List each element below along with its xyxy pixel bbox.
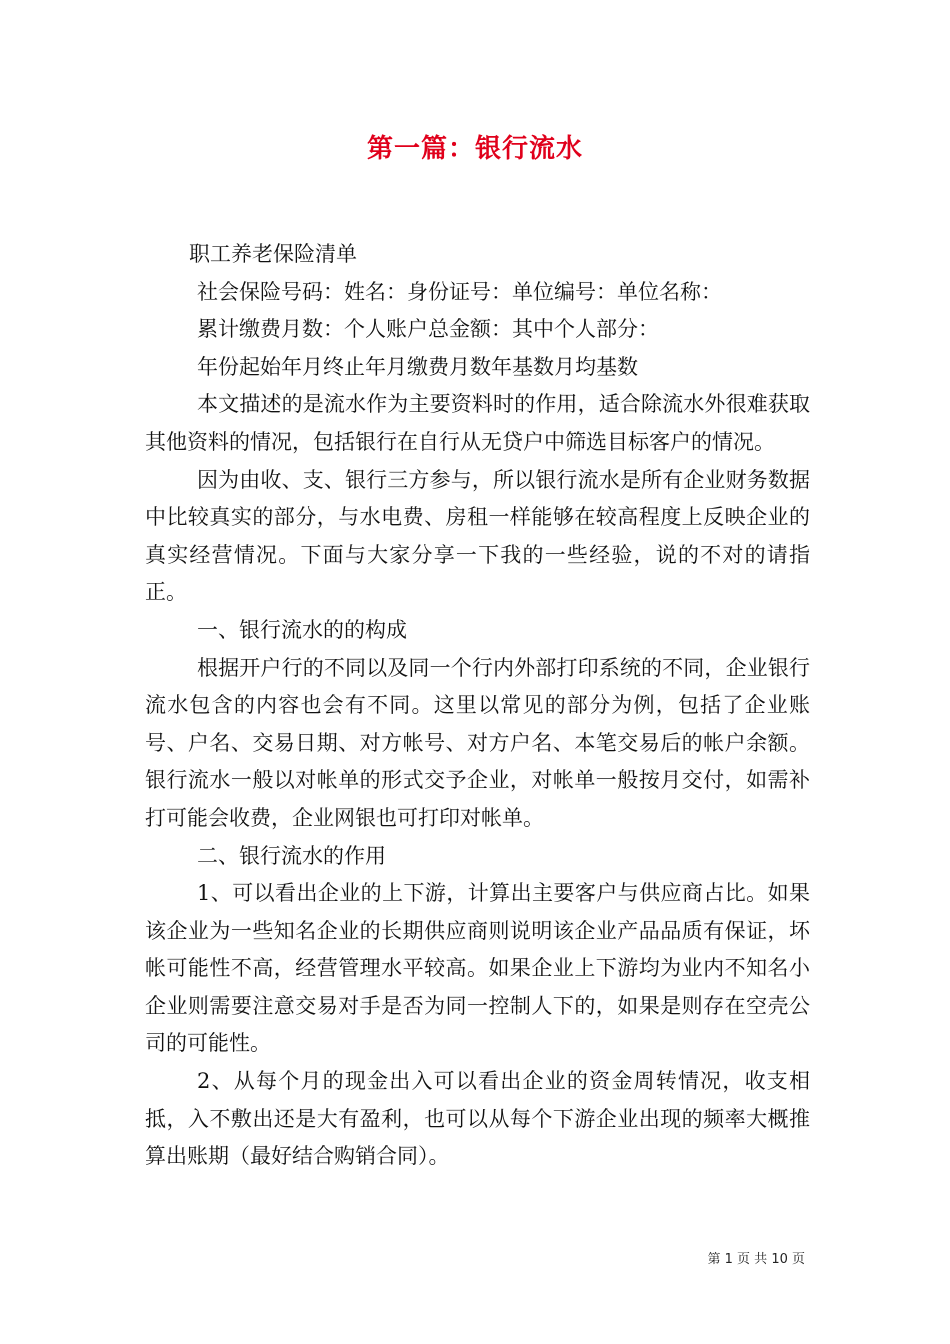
page-title: 第一篇：银行流水 xyxy=(366,134,583,164)
paragraph: 年份起始年月终止年月缴费月数年基数月均基数 xyxy=(197,354,638,379)
document-body xyxy=(145,236,810,1176)
paragraph: 根据开户行的不同以及同一个行内外部打印系统的不同，企业银行流水包含的内容也会有不同。这里以常见的部分为例，包括了企业账号、户名、交易日期、对方帐号、对方户名、本笔交易后的帐户余额。银行流水一般以对帐单的形式交予企业，对帐单一般按月交付，如需补打可能会收费，企业网银也可打印对帐单。 xyxy=(145,655,810,830)
section-heading: 一、银行流水的的构成 xyxy=(197,617,407,642)
paragraph: 因为由收、支、银行三方参与，所以银行流水是所有企业财务数据中比较真实的部分，与水电费、房租一样能够在较高程度上反映企业的真实经营情况。下面与大家分享一下我的一些经验，说的不对的请指正。 xyxy=(145,467,810,605)
section-heading: 二、银行流水的作用 xyxy=(197,843,386,868)
paragraph: 本文描述的是流水作为主要资料时的作用，适合除流水外很难获取其他资料的情况，包括银行在自行从无贷户中筛选目标客户的情况。 xyxy=(145,392,810,454)
paragraph: 社会保险号码：姓名：身份证号：单位编号：单位名称： xyxy=(197,279,722,304)
paragraph: 职工养老保险清单 xyxy=(189,242,357,266)
paragraph: 累计缴费月数：个人账户总金额：其中个人部分： xyxy=(197,317,659,342)
paragraph: 1、可以看出企业的上下游，计算出主要客户与供应商占比。如果该企业为一些知名企业的长期供应商则说明该企业产品品质有保证，坏帐可能性不高，经营管理水平较高。如果企业上下游均为业内不知名小企业则需要注意交易对手是否为同一控制人下的，如果是则存在空壳公司的可能性。 xyxy=(145,881,810,1056)
paragraph: 2、从每个月的现金出入可以看出企业的资金周转情况，收支相抵，入不敷出还是大有盈利，也可以从每个下游企业出现的频率大概推算出账期（最好结合购销合同）。 xyxy=(145,1069,810,1169)
page-number: 第 1 页 共 10 页 xyxy=(707,1252,805,1267)
